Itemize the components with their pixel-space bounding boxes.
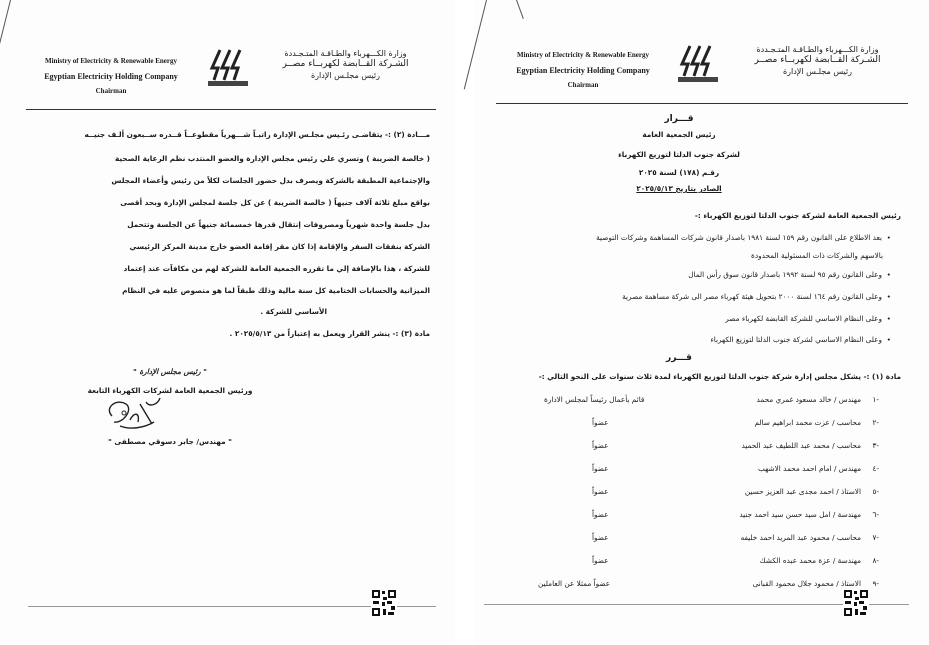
gm-chairman: رئيس الجمعية العامة	[642, 130, 716, 139]
article-2-line: للشركة ، هذا بالإضافة إلي ما تقرره الجمعية العامة للشركة لهم من مكافآت عند إعتماد	[123, 264, 430, 273]
left-page	[0, 0, 455, 645]
article-3: مادة (٣) :- ينشر القرار ويعمل به إعتباراً من ٢٠٢٥/٥/١٣ .	[229, 329, 430, 338]
member-role: عضواً ممثلا عن العاملين	[538, 579, 611, 588]
member-name: الاستاذ / محمود جلال محمود القبانى	[752, 579, 861, 588]
list-item	[474, 510, 929, 530]
chairman-ar: رئيس مجلـس الإدارة	[310, 71, 381, 80]
list-item	[474, 441, 929, 461]
header-ar	[258, 48, 433, 81]
qr-code-icon	[843, 589, 869, 617]
ministry-ar: وزارة الكـــهرباء والطـاقـة المتـجـددة	[756, 45, 879, 54]
header-en	[498, 50, 668, 91]
page-fold-mark	[516, 0, 524, 19]
member-number: -٤	[872, 464, 879, 473]
bullet-text: وعلى النظام الاساسي للشركة القابضة لكهرباء مصر	[725, 314, 883, 323]
page-gutter	[455, 0, 474, 645]
member-number: -٩	[872, 579, 879, 588]
header-en	[26, 56, 196, 97]
decision-number: رقـم (١٧٨) لسنة ٢٠٢٥	[638, 168, 720, 177]
header-rule	[26, 109, 436, 110]
member-number: -٣	[872, 441, 879, 450]
chairman-en: Chairman	[95, 87, 127, 95]
bullet-text: وعلى النظام الاساسي لشركة جنوب الدلتا لتوزيع الكهرباء	[710, 335, 883, 344]
signature-title: " رئيس مجلس الإدارة "	[133, 367, 207, 376]
member-role: عضواً	[592, 510, 609, 519]
member-name: محاسب / محمد عبد اللطيف عبد الحميد	[741, 441, 861, 450]
right-page	[474, 0, 929, 645]
bullet-item: • وعلى النظام الاساسي لشركة جنوب الدلتا لتوزيع الكهرباء	[710, 335, 891, 344]
list-item	[474, 533, 929, 553]
article-2-line: الميزانية والحسابات الختامية كل سنة مالية وذلك طبقاً لما هو منصوص عليه في النظام	[122, 286, 430, 295]
member-name: محاسب / محمود عبد المريد احمد خليفه	[740, 533, 861, 542]
member-role: عضواً	[592, 556, 609, 565]
decides-heading: قـــرر	[666, 353, 692, 363]
list-item	[474, 556, 929, 576]
issue-date: الصادر بتاريخ ٢٠٢٥/٥/١٣	[636, 184, 722, 193]
bullet-text: بعد الاطلاع على القانون رقم ١٥٩ لسنة ١٩٨١ باصدار قانون شركات المساهمة وشركات التوصية	[596, 233, 883, 242]
article-2-line: بواقع مبلغ ثلاثة آلاف جنيهاً ( خالصة الضريبة ) عن كل جلسة لمجلس الإدارة وبحد أقصى	[120, 198, 430, 207]
member-role: عضواً	[592, 533, 609, 542]
member-name: مهندسة / امل سيد حسن سيد احمد جنيد	[739, 510, 861, 519]
company-en: Egyptian Electricity Holding Company	[516, 66, 650, 75]
member-role: عضواً	[592, 464, 609, 473]
member-name: الاستاذ / احمد مجدى عبد العزيز حسين	[744, 487, 861, 496]
chairman-en: Chairman	[567, 81, 599, 89]
article-2-line: الأساسي للشركة .	[260, 307, 327, 316]
ministry-en: Ministry of Electricity & Renewable Energy	[45, 57, 177, 65]
company-name: لشركة جنوب الدلتا لتوزيع الكهرباء	[618, 150, 740, 159]
article-2-line: بدل جلسة واحدة شهرياً ومصروفات إنتقال قدرها خمسمائة جنيهاً عن الجلسة وتتحمل	[127, 220, 430, 229]
member-role: عضواً	[592, 487, 609, 496]
member-number: -٦	[872, 510, 879, 519]
qr-code-icon	[371, 589, 397, 617]
eehc-logo-icon	[206, 48, 250, 88]
bullet-item: • بعد الاطلاع على القانون رقم ١٥٩ لسنة ١٩٨١ باصدار قانون شركات المساهمة وشركات التوصية	[596, 233, 891, 242]
handwritten-signature-icon	[100, 394, 170, 438]
article-2-line: ( خالصة الضريبة ) وتسري علي رئيس مجلس الإدارة والعضو المنتدب نظم الرعاية الصحية	[114, 154, 430, 163]
bullet-item: • وعلى النظام الاساسي للشركة القابضة لكهرباء مصر	[725, 314, 891, 323]
member-role: قائم بأعمال رئيساً لمجلس الادارة	[544, 395, 645, 404]
chairman-ar: رئيس مجلـس الإدارة	[782, 67, 853, 76]
bullet-text: وعلى القانون رقم ٩٥ لسنة ١٩٩٢ باصدار قانون سوق رأس المال	[688, 270, 883, 279]
list-item	[474, 418, 929, 438]
article-2-line: والإجتماعية المطبقة بالشركة ويصرف بدل حضور الجلسات لكلاً من رئيس وأعضاء المجلس	[111, 176, 430, 185]
company-ar: الشـركة القــابضة لكهربــاء مصــر	[282, 59, 409, 69]
bullet-continuation: بالاسهم والشركات ذات المسئولية المحدودة	[751, 251, 883, 260]
member-number: -٧	[872, 533, 879, 542]
bullet-text: وعلى القانون رقم ١٦٤ لسنة ٢٠٠٠ بتحويل هيئة كهرباء مصر الى شركة مساهمة مصرية	[622, 292, 883, 301]
member-name: مهندس / خالد مسعود غمري محمد	[756, 395, 861, 404]
member-role: عضواً	[592, 418, 609, 427]
list-item	[474, 464, 929, 484]
article-2-line: مـــادة (٢) :- يتقاضـى رئـيس مجلـس الإدارة راتبـاً شـــهرياً مقطوعــاً قــدره ســبعون ألـف جنيــه	[84, 130, 430, 139]
member-name: محاسب / عزت محمد ابراهيم سالم	[754, 418, 861, 427]
bullet-item: • وعلى القانون رقم ١٦٤ لسنة ٢٠٠٠ بتحويل هيئة كهرباء مصر الى شركة مساهمة مصرية	[622, 292, 891, 301]
member-name: مهندس / امام احمد محمد الاشهب	[757, 464, 861, 473]
header-rule	[496, 103, 908, 104]
ministry-ar: وزارة الكـــهرباء والطـاقـة المتـجـددة	[284, 49, 407, 58]
member-number: -٨	[872, 556, 879, 565]
list-item	[474, 395, 929, 415]
company-ar: الشـركة القــابضة لكهربــاء مصــر	[754, 55, 881, 65]
member-number: -٢	[872, 418, 879, 427]
company-en: Egyptian Electricity Holding Company	[44, 72, 178, 81]
signature-name: " مهندس/ جابر دسوقي مصطفى "	[108, 437, 232, 446]
ministry-en: Ministry of Electricity & Renewable Energy	[517, 51, 649, 59]
decision-title: قـــرار	[664, 114, 694, 124]
member-number: -٥	[872, 487, 879, 496]
signature-subtitle: ورئيس الجمعية العامة لشركات الكهرباء التابعة	[87, 386, 253, 395]
eehc-logo-icon	[676, 44, 720, 84]
page-fold-mark	[0, 0, 11, 89]
member-name: مهندسة / عزة محمد عبده الكشك	[759, 556, 861, 565]
intro: رئيس الجمعية العامة لشركة جنوب الدلتا لتوزيع الكهرباء :-	[694, 211, 901, 220]
article-1: مادة (١) :- يشكل مجلس إدارة شركة جنوب الدلتا لتوزيع الكهرباء لمدة ثلاث سنوات على النحو التالي :-	[538, 372, 901, 381]
member-role: عضواً	[592, 441, 609, 450]
article-2-line: الشركة بنفقات السفر والإقامة إذا كان مقر إقامة العضو خارج مدينة المركز الرئيسي	[129, 242, 430, 251]
member-number: -١	[872, 395, 879, 404]
bullet-item: • وعلى القانون رقم ٩٥ لسنة ١٩٩٢ باصدار قانون سوق رأس المال	[688, 270, 891, 279]
header-ar	[730, 44, 905, 77]
list-item	[474, 487, 929, 507]
